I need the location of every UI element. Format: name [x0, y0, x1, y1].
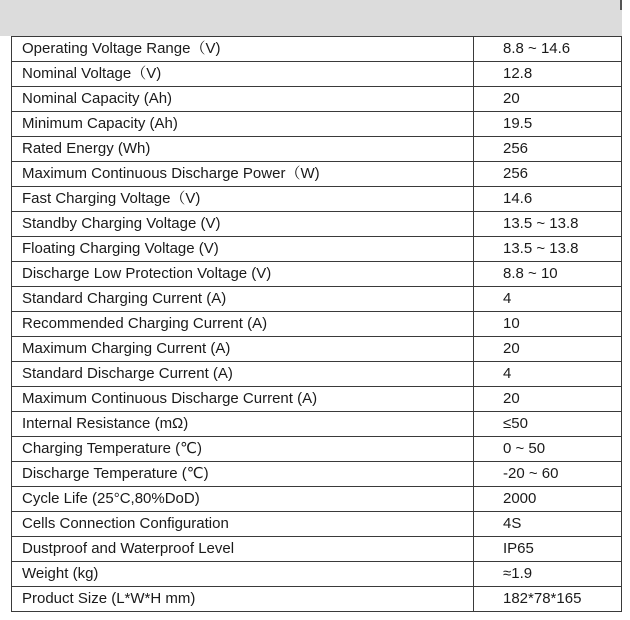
table-row: [12, 537, 622, 562]
table-row: [12, 212, 622, 237]
spec-name: Discharge Temperature (℃): [12, 462, 474, 487]
spec-value: 8.8 ~ 10: [474, 262, 622, 287]
table-row: [12, 62, 622, 87]
spec-value: 14.6: [474, 187, 622, 212]
table-row: [12, 287, 622, 312]
spec-name: Maximum Continuous Discharge Power（W): [12, 162, 474, 187]
spec-name: Product Size (L*W*H mm): [12, 587, 474, 612]
spec-name: Dustproof and Waterproof Level: [12, 537, 474, 562]
spec-name: Cycle Life (25°C,80%DoD): [12, 487, 474, 512]
spec-name: Standard Discharge Current (A): [12, 362, 474, 387]
spec-value: 256: [474, 162, 622, 187]
spec-table: [11, 36, 622, 612]
spec-value: ≈1.9: [474, 562, 622, 587]
spec-name: Charging Temperature (℃): [12, 437, 474, 462]
table-row: [12, 362, 622, 387]
spec-value: 20: [474, 337, 622, 362]
table-row: [12, 512, 622, 537]
spec-name: Rated Energy (Wh): [12, 137, 474, 162]
spec-value: 19.5: [474, 112, 622, 137]
table-row: [12, 187, 622, 212]
spec-value: 182*78*165: [474, 587, 622, 612]
spec-name: Operating Voltage Range（V): [12, 37, 474, 62]
table-row: [12, 412, 622, 437]
spec-name: Cells Connection Configuration: [12, 512, 474, 537]
spec-name: Recommended Charging Current (A): [12, 312, 474, 337]
table-row: [12, 262, 622, 287]
table-row: [12, 137, 622, 162]
table-row: [12, 112, 622, 137]
table-row: [12, 462, 622, 487]
header-divider: [620, 0, 622, 10]
spec-value: 0 ~ 50: [474, 437, 622, 462]
table-row: [12, 487, 622, 512]
spec-name: Standard Charging Current (A): [12, 287, 474, 312]
spec-name: Weight (kg): [12, 562, 474, 587]
table-row: [12, 37, 622, 62]
spec-value: 20: [474, 87, 622, 112]
spec-value: 20: [474, 387, 622, 412]
spec-value: 4S: [474, 512, 622, 537]
spec-value: 4: [474, 287, 622, 312]
spec-value: IP65: [474, 537, 622, 562]
table-row: [12, 587, 622, 612]
spec-value: 8.8 ~ 14.6: [474, 37, 622, 62]
spec-name: Discharge Low Protection Voltage (V): [12, 262, 474, 287]
table-row: [12, 337, 622, 362]
table-row: [12, 437, 622, 462]
table-header-bar: [0, 0, 622, 36]
spec-name: Internal Resistance (mΩ): [12, 412, 474, 437]
spec-value: 13.5 ~ 13.8: [474, 237, 622, 262]
spec-name: Maximum Charging Current (A): [12, 337, 474, 362]
spec-name: Nominal Capacity (Ah): [12, 87, 474, 112]
spec-value: ≤50: [474, 412, 622, 437]
spec-value: 4: [474, 362, 622, 387]
spec-name: Standby Charging Voltage (V): [12, 212, 474, 237]
table-row: [12, 237, 622, 262]
table-row: [12, 87, 622, 112]
spec-value: 10: [474, 312, 622, 337]
spec-value: -20 ~ 60: [474, 462, 622, 487]
spec-value: 12.8: [474, 62, 622, 87]
table-row: [12, 387, 622, 412]
spec-value: 256: [474, 137, 622, 162]
table-row: [12, 162, 622, 187]
table-row: [12, 562, 622, 587]
spec-name: Maximum Continuous Discharge Current (A): [12, 387, 474, 412]
spec-name: Fast Charging Voltage（V): [12, 187, 474, 212]
spec-name: Floating Charging Voltage (V): [12, 237, 474, 262]
spec-name: Nominal Voltage（V): [12, 62, 474, 87]
spec-value: 2000: [474, 487, 622, 512]
spec-value: 13.5 ~ 13.8: [474, 212, 622, 237]
spec-name: Minimum Capacity (Ah): [12, 112, 474, 137]
table-row: [12, 312, 622, 337]
